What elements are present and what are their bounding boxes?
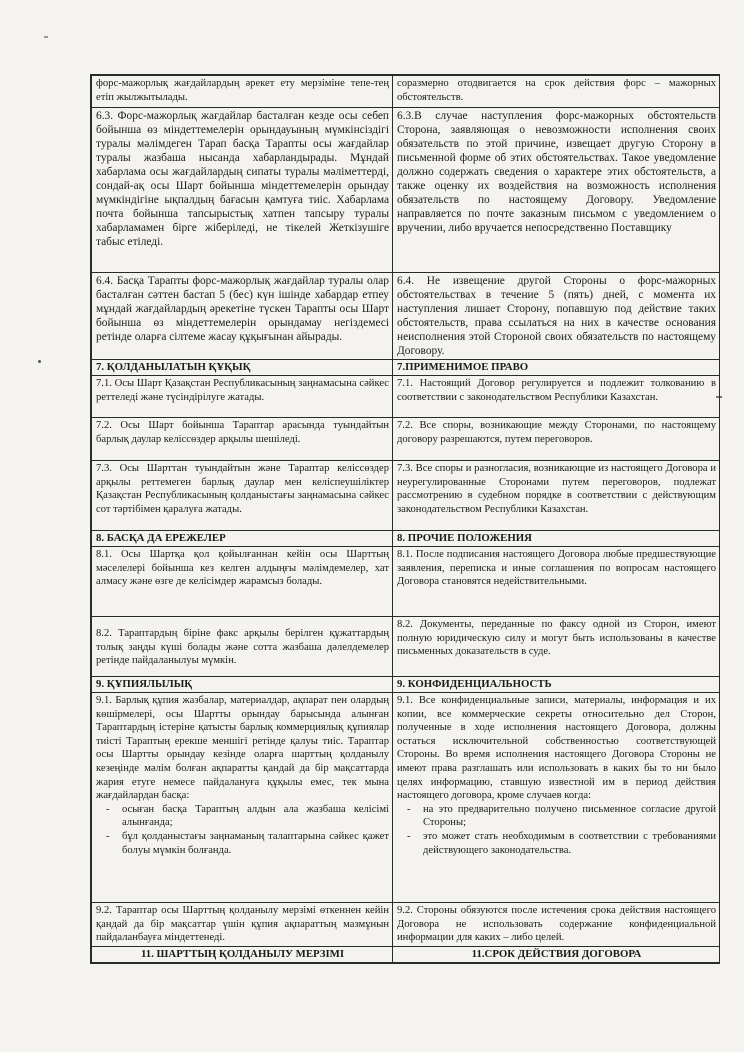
clause-ru: соразмерно отодвигается на срок действия форс – мажорных обстоятельств. xyxy=(393,76,720,108)
list-item: - бұл қолданыстағы заңнаманың талаптарына сәйкес қажет болуы мүмкін болғанда. xyxy=(122,830,389,857)
table-row xyxy=(92,108,720,273)
list-item: - осыған басқа Тараптың алдын ала жазбаша келісімі алынғанда; xyxy=(122,803,389,830)
section-heading-row xyxy=(92,946,720,962)
list-item: - это может стать необходимым в соответствии с требованиями действующего законодательства. xyxy=(423,830,716,857)
table-row xyxy=(92,273,720,360)
section-title-kz: 11. ШАРТТЫҢ ҚОЛДАНЫЛУ МЕРЗІМІ xyxy=(92,946,393,962)
section-title-kz: 8. БАСҚА ДА ЕРЕЖЕЛЕР xyxy=(92,531,393,547)
section-title-kz: 7. ҚОЛДАНЫЛАТЫН ҚҰҚЫҚ xyxy=(92,360,393,376)
clause-ru: 8.2. Документы, переданные по факсу одной из Сторон, имеют полную юридическую силу и могут быть использованы в качестве письменных доказательств в суде. xyxy=(393,617,720,677)
clause-kz: 8.1. Осы Шартқа қол қойылғаннан кейін осы Шарттың мәселелері бойынша кез келген алдыңғы мәлімдемелер, хат алмасу және өзге де келісімдер жарамсыз болады. xyxy=(92,547,393,617)
clause-ru: 7.2. Все споры, возникающие между Сторонами, по настоящему договору разрешаются, путем переговоров. xyxy=(393,418,720,461)
clause-kz: 7.2. Осы Шарт бойынша Тараптар арасында туындайтын барлық даулар келіссөздер арқылы шешіледі. xyxy=(92,418,393,461)
section-heading-row xyxy=(92,677,720,693)
clause-ru: 6.3.В случае наступления форс-мажорных обстоятельств Сторона, заявляющая о невозможности исполнения своих обязательств по этой причине, извещает другую Сторону в письменной форме об этих обстоятельствах. Такое уведомление должно содержать сведения о характере этих обстоятельств, а также оценку их воздействия на возможность исполнения обязательств по настоящему Договору. Уведомление направляется по почте заказным письмом с уведомлением о вручении, либо вручается непосредственно Поставщику xyxy=(393,108,720,273)
section-title-kz: 9. ҚҰПИЯЛЫЛЫҚ xyxy=(92,677,393,693)
clause-ru: 9.2. Стороны обязуются после истечения срока действия настоящего Договора не использовать содержание конфиденциальной информации для каких – либо целей. xyxy=(393,903,720,947)
section-title-ru: 9. КОНФИДЕНЦИАЛЬНОСТЬ xyxy=(393,677,720,693)
clause-kz: 7.3. Осы Шарттан туындайтын және Тараптар келіссөздер арқылы реттемеген барлық даулар мен келіспеушіліктер Қазақстан Республикасының қолданыстағы заңнамасына сәйкес сот тәртібімен қаралуға жатады. xyxy=(92,461,393,531)
table-row xyxy=(92,376,720,418)
clause-ru: 8.1. После подписания настоящего Договора любые предшествующие заявления, переписка и иные соглашения по вопросам настоящего Договора становятся недействительными. xyxy=(393,547,720,617)
paragraph-kz: 9.1. Барлық құпия жазбалар, материалдар, ақпарат пен олардың көшірмелері, осы Шартты орындау барысында алынған Тараптардың істеріне қатысты барлық коммерциялық құпиялар тиісті Тараптың ерекше меншігі ретінде қалуы тиіс. Тараптар осы Шартты орындау кезінде оларға шарттың қолданылу кезеңінде мәлім болған ақпаратты қандай да бір мақсаттарда жария етуге немесе пайдалануға құқылы емес, тек мына жағдайлардан басқа: xyxy=(96,695,389,802)
list-item: - на это предварительно получено письменное согласие другой Стороны; xyxy=(423,803,716,830)
exceptions-list-kz xyxy=(96,803,389,857)
clause-kz: 8.2. Тараптардың біріне факс арқылы берілген құжаттардың толық заңды күші болады және сотта жазбаша дәлелдемелер ретінде пайдаланылуы мүмкін. xyxy=(92,617,393,677)
table-row xyxy=(92,617,720,677)
clause-kz: 6.3. Форс-мажорлық жағдайлар басталған кезде осы себеп бойынша өз міндеттемелерін орындауының мүмкінсіздігі туралы мәлімдеген Тарап басқа Тарапты осы жағдайлар туралы жазбаша нысанда хабарландырады. Мұндай хабарлама осы жағдайлардың сипаты туралы мәліметтерді, сондай-ақ осы Шарт бойынша міндеттемелерін орындау мүмкіндігіне ықпалдың бағасын қамтуға тиіс. Хабарлама почта бойынша тапсырыстық хатпен тапсыру туралы хабарламамен бірге жіберіледі, не тікелей Жеткізушіге табыс етіледі. xyxy=(92,108,393,273)
scan-speck xyxy=(44,36,48,38)
table-row xyxy=(92,461,720,531)
section-title-ru: 11.СРОК ДЕЙСТВИЯ ДОГОВОРА xyxy=(393,946,720,962)
paragraph-ru: 9.1. Все конфиденциальные записи, материалы, информация и их копии, все коммерческие секреты относительно дел Сторон, полученные в ходе исполнения настоящего Договора, должны остаться исключительной собственностью соответствующей Стороны. Во время исполнения настоящего Договора Стороны не имеют права разглашать или использовать в каких бы то ни было целях информацию, ставшую известной им в период действия настоящего договора, кроме случаев когда: xyxy=(397,695,716,802)
clause-kz: форс-мажорлық жағдайлардың әрекет ету мерзіміне тепе-тең етіп жылжытылады. xyxy=(92,76,393,108)
clause-kz xyxy=(92,693,393,903)
clause-kz: 9.2. Тараптар осы Шарттың қолданылу мерзімі өткеннен кейін қандай да бір мақсаттар үшін құпия ақпараттың мазмұнын пайдаланбауға міндеттенеді. xyxy=(92,903,393,947)
clause-ru: 7.1. Настоящий Договор регулируется и подлежит толкованию в соответствии с законодательством Республики Казахстан. xyxy=(393,376,720,418)
section-title-ru: 7.ПРИМЕНИМОЕ ПРАВО xyxy=(393,360,720,376)
table-row xyxy=(92,418,720,461)
clause-ru: 7.3. Все споры и разногласия, возникающие из настоящего Договора и неурегулированные Сторонами путем переговоров, подлежат рассмотрению в судебном порядке в соответствии с действующим законодательством Республики Казахстан. xyxy=(393,461,720,531)
exceptions-list-ru xyxy=(397,803,716,857)
section-title-ru: 8. ПРОЧИЕ ПОЛОЖЕНИЯ xyxy=(393,531,720,547)
clause-kz: 6.4. Басқа Тарапты форс-мажорлық жағдайлар туралы олар басталған сәттен бастап 5 (бес) күн ішінде хабардар етпеу мұндай жағдайлардың әрекетіне түскен Тарапты осы Шарт бойынша өз міндеттемелерін орындамау негіздемесі ретінде оларға сілтеме жасау құқығынан айырады. xyxy=(92,273,393,360)
table-row xyxy=(92,547,720,617)
table-row xyxy=(92,903,720,947)
clause-ru: 6.4. Не извещение другой Стороны о форс-мажорных обстоятельствах в течение 5 (пять) дней, с момента их наступления лишает Сторону, попавшую под действие таких обстоятельств, права ссылаться на них в качестве основания неисполнения этой Стороной своих обязательств по настоящему Договору. xyxy=(393,273,720,360)
scan-speck xyxy=(38,360,41,363)
section-heading-row xyxy=(92,360,720,376)
clause-kz: 7.1. Осы Шарт Қазақстан Республикасының заңнамасына сәйкес реттеледі және түсіндірілуге жатады. xyxy=(92,376,393,418)
clause-ru xyxy=(393,693,720,903)
contract-table xyxy=(90,74,720,964)
table-row xyxy=(92,693,720,903)
section-heading-row xyxy=(92,531,720,547)
table-row xyxy=(92,76,720,108)
